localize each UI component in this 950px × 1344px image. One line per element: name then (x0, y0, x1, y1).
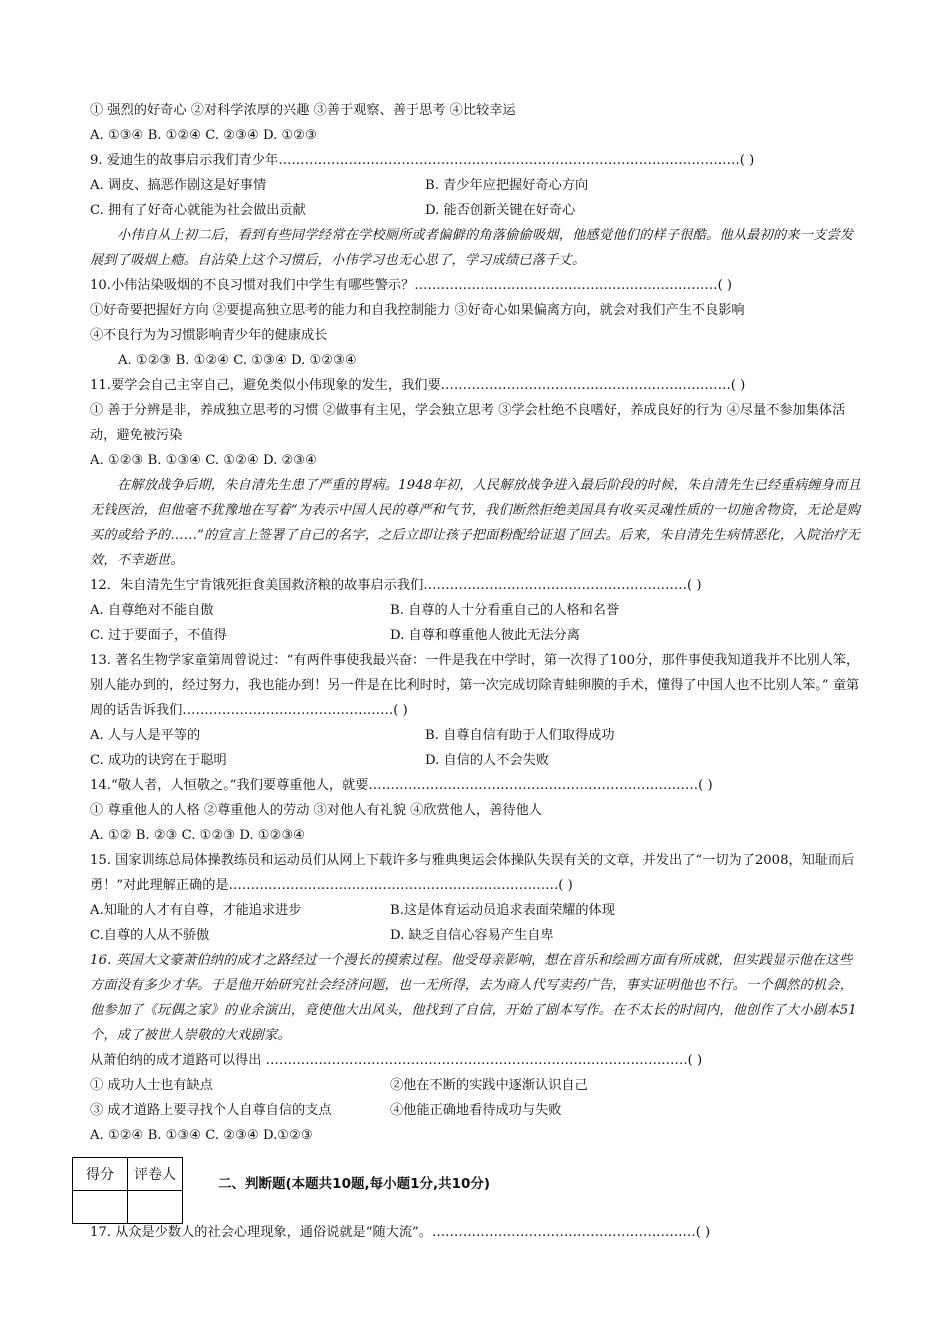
q10-answers: A. ①②③ B. ①②④ C. ①③④ D. ①②③④ (118, 353, 357, 368)
q15-question: 15. 国家训练总局体操教练员和运动员们从网上下载许多与雅典奥运会体操队失误有关的文章，并发出了“一切为了2008，知耻而后勇！”对此理解正确的是…………………………………………………………………( ) (90, 853, 855, 893)
q8-answers: A. ①③④ B. ①②④ C. ②③④ D. ①②③ (90, 128, 317, 143)
q16-row2 (90, 1098, 865, 1123)
q12-question: 12．朱自清先生宁肯饿死拒食美国救济粮的故事启示我们……………………………………………………( ) (90, 578, 702, 593)
passage-xiaowei: 小伟自从上初二后，看到有些同学经常在学校厕所或者偏僻的角落偷偷吸烟，他感觉他们的样子很酷。他从最初的来一支尝发展到了吸烟上瘾。自沾染上这个习惯后，小伟学习也无心思了，学习成绩已落千丈。 (90, 228, 854, 268)
q10-question: 10.小伟沾染吸烟的不良习惯对我们中学生有哪些警示？……………………………………………………………( ) (90, 278, 733, 293)
q13-option-c: C. 成功的诀窍在于聪明 (90, 753, 227, 768)
q11-answers: A. ①②③ B. ①③④ C. ①②④ D. ②③④ (90, 453, 317, 468)
q16-question: 从萧伯纳的成才道路可以得出 ……………………………………………………………………………………( ) (90, 1053, 703, 1068)
q9-option-d: D. 能否创新关键在好奇心 (425, 203, 576, 218)
q11-options: ① 善于分辨是非，养成独立思考的习惯 ②做事有主见，学会独立思考 ③学会杜绝不良嗜好，养成良好的行为 ④尽量不参加集体活动，避免被污染 (90, 403, 846, 443)
q13-row2 (90, 748, 865, 773)
q13-option-a: A. 人与人是平等的 (90, 728, 201, 743)
score-table (72, 1157, 183, 1224)
q12-row2 (90, 623, 865, 648)
q16-option-4: ④他能正确地看待成功与失败 (390, 1103, 562, 1118)
q15-option-b: B.这是体育运动员追求表面荣耀的体现 (390, 903, 615, 918)
q12-option-b: B. 自尊的人十分看重自己的人格和名誉 (390, 603, 620, 618)
q14-answers: A. ①② B. ②③ C. ①②③ D. ①②③④ (90, 828, 306, 843)
q13-question: 13. 著名生物学家童第周曾说过：“有两件事使我最兴奋：一件是我在中学时，第一次得了100分，那件事使我知道我并不比别人笨，别人能办到的，经过努力，我也能办到！另一件是在比利时时，第一次完成切除青蛙卵膜的手术，懂得了中国人也不比别人笨。” 童第周的话告诉我们…………………………………………( ) (90, 653, 860, 718)
q14-options: ① 尊重他人的人格 ②尊重他人的劳动 ③对他人有礼貌 ④欣赏他人，善待他人 (90, 803, 542, 818)
q16-option-1: ① 成功人士也有缺点 (90, 1078, 213, 1093)
q13-option-b: B. 自尊自信有助于人们取得成功 (425, 728, 615, 743)
q12-option-d: D. 自尊和尊重他人彼此无法分离 (390, 628, 580, 643)
score-label: 得分 (73, 1158, 128, 1191)
q15-option-c: C.自尊的人从不骄傲 (90, 928, 210, 943)
q15-row1 (90, 898, 865, 923)
q10-options: ①好奇要把握好方向 ②要提高独立思考的能力和自我控制能力 ③好奇心如果偏离方向，就会对我们产生不良影响 (90, 303, 745, 318)
q13-option-d: D. 自信的人不会失败 (425, 753, 549, 768)
q13-row1 (90, 723, 865, 748)
q15-option-d: D. 缺乏自信心容易产生自卑 (390, 928, 554, 943)
q11-question: 11.要学会自己主宰自己，避免类似小伟现象的发生，我们要…………………………………………………………( ) (90, 378, 746, 393)
grader-label: 评卷人 (128, 1158, 183, 1191)
q12-row1 (90, 598, 865, 623)
q14-question: 14.“敬人者，人恒敬之。”我们要尊重他人，就要…………………………………………………………………( ) (90, 778, 713, 793)
section-2-title: 二、判断题(本题共10题,每小题1分,共10分) (218, 1176, 491, 1192)
q9-row2 (90, 198, 865, 223)
score-cell[interactable] (73, 1191, 128, 1224)
q16-answers: A. ①②④ B. ①③④ C. ②③④ D.①②③ (90, 1128, 313, 1143)
q16-row1 (90, 1073, 865, 1098)
q17-question: 17. 从众是少数人的社会心理现象，通俗说就是“随大流”。……………………………………………………( ) (90, 1225, 711, 1240)
q9-question: 9. 爱迪生的故事启示我们青少年……………………………………………………………………………………………( ) (90, 153, 755, 168)
q9-option-a: A. 调皮、搞恶作剧这是好事情 (90, 178, 267, 193)
passage-zhuziqing: 在解放战争后期，朱自清先生患了严重的胃病。1948年初，人民解放战争进入最后阶段的时候，朱自清先生已经重病缠身而且无钱医治，但他毫不犹豫地在写着“为表示中国人民的尊严和气节，我们断然拒绝美国具有收买灵魂性质的一切施舍物资，无论是购买的或给予的……”的宣言上签署了自己的名字，之后立即让孩子把面粉配给证退了回去。后来，朱自清先生病情恶化，入院治疗无效，不幸逝世。 (90, 478, 861, 568)
q12-option-c: C. 过于要面子，不值得 (90, 628, 227, 643)
q16-passage: 16. 英国大文豪萧伯纳的成才之路经过一个漫长的摸索过程。他受母亲影响，想在音乐和绘画方面有所成就，但实践显示他在这些方面没有多少才华。于是他开始研究社会经济问题，也一无所得，去为商人代写卖药广告，事实证明他也不行。一个偶然的机会，他参加了《玩偶之家》的业余演出，竟使他大出风头，他找到了自信，开始了剧本写作。在不太长的时间内，他创作了大小剧本51个，成了被世人崇敬的大戏剧家。 (90, 953, 857, 1043)
q15-row2 (90, 923, 865, 948)
q8-options: ① 强烈的好奇心 ②对科学浓厚的兴趣 ③善于观察、善于思考 ④比较幸运 (90, 103, 516, 118)
exam-page (90, 98, 865, 1148)
q9-option-c: C. 拥有了好奇心就能为社会做出贡献 (90, 203, 306, 218)
q15-option-a: A.知耻的人才有自尊，才能追求进步 (90, 903, 302, 918)
q12-option-a: A. 自尊绝对不能自傲 (90, 603, 214, 618)
q9-option-b: B. 青少年应把握好奇心方向 (425, 178, 589, 193)
grader-cell[interactable] (128, 1191, 183, 1224)
q16-option-3: ③ 成才道路上要寻找个人自尊自信的支点 (90, 1103, 332, 1118)
q10-options-2: ④不良行为为习惯影响青少年的健康成长 (90, 328, 328, 343)
q9-row1 (90, 173, 865, 198)
q16-option-2: ②他在不断的实践中逐渐认识自己 (390, 1078, 588, 1093)
